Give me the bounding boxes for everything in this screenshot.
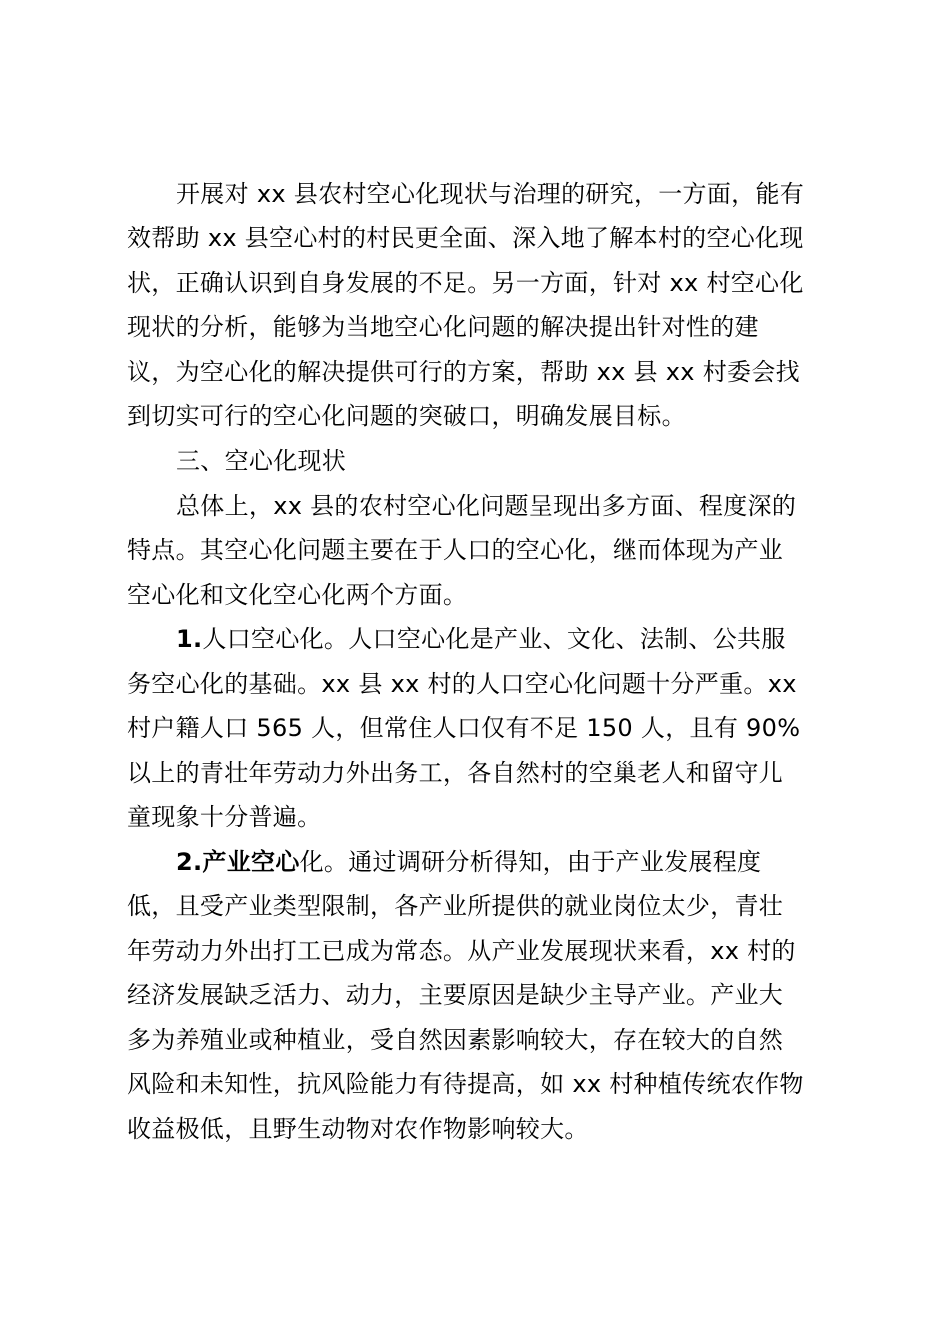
paragraph-1-line-3: 状，正确认识到自身发展的不足。另一方面，针对 xx 村空心化 (127, 269, 804, 297)
paragraph-1-line-5: 议，为空心化的解决提供可行的方案，帮助 xx 县 xx 村委会找 (127, 358, 800, 386)
paragraph-4-lead-rest: 化。通过调研分析得知，由于产业发展程度 (299, 848, 762, 876)
paragraph-4-line-1 (176, 841, 761, 883)
paragraph-2-line-2: 特点。其空心化问题主要在于人口的空心化，继而体现为产业 (127, 536, 784, 564)
paragraph-1-line-4: 现状的分析，能够为当地空心化问题的解决提出针对性的建 (127, 313, 759, 341)
paragraph-3-line-1 (176, 618, 786, 660)
paragraph-4-line-6: 风险和未知性，抗风险能力有待提高，如 xx 村种植传统农作物 (127, 1070, 804, 1098)
paragraph-1-line-1: 开展对 xx 县农村空心化现状与治理的研究，一方面，能有 (176, 180, 805, 208)
paragraph-3-lead-bold: 1. (176, 625, 203, 653)
paragraph-3-line-5: 童现象十分普遍。 (127, 803, 322, 831)
paragraph-2-line-1: 总体上，xx 县的农村空心化问题呈现出多方面、程度深的 (176, 492, 797, 520)
section-heading: 三、空心化现状 (176, 447, 347, 475)
paragraph-4-line-4: 经济发展缺乏活力、动力，主要原因是缺少主导产业。产业大 (127, 981, 784, 1009)
paragraph-1-line-2: 效帮助 xx 县空心村的村民更全面、深入地了解本村的空心化现 (127, 224, 804, 252)
paragraph-3-lead-rest: 人口空心化。人口空心化是产业、文化、法制、公共服 (202, 625, 786, 653)
paragraph-2-line-3: 空心化和文化空心化两个方面。 (127, 581, 468, 609)
paragraph-3-line-4: 以上的青壮年劳动力外出务工，各自然村的空巢老人和留守儿 (127, 759, 784, 787)
paragraph-4-line-2: 低，且受产业类型限制，各产业所提供的就业岗位太少，青壮 (127, 892, 784, 920)
paragraph-4-line-7: 收益极低，且野生动物对农作物影响较大。 (127, 1115, 589, 1143)
paragraph-3-line-3: 村户籍人口 565 人，但常住人口仅有不足 150 人，且有 90% (127, 714, 801, 742)
paragraph-4-line-5: 多为养殖业或种植业，受自然因素影响较大，存在较大的自然 (127, 1026, 784, 1054)
paragraph-4-line-3: 年劳动力外出打工已成为常态。从产业发展现状来看，xx 村的 (127, 937, 796, 965)
paragraph-4-lead-bold: 2.产业空心 (176, 848, 300, 876)
paragraph-1-line-6: 到切实可行的空心化问题的突破口，明确发展目标。 (127, 402, 686, 430)
paragraph-3-line-2: 务空心化的基础。xx 县 xx 村的人口空心化问题十分严重。xx (127, 670, 797, 698)
